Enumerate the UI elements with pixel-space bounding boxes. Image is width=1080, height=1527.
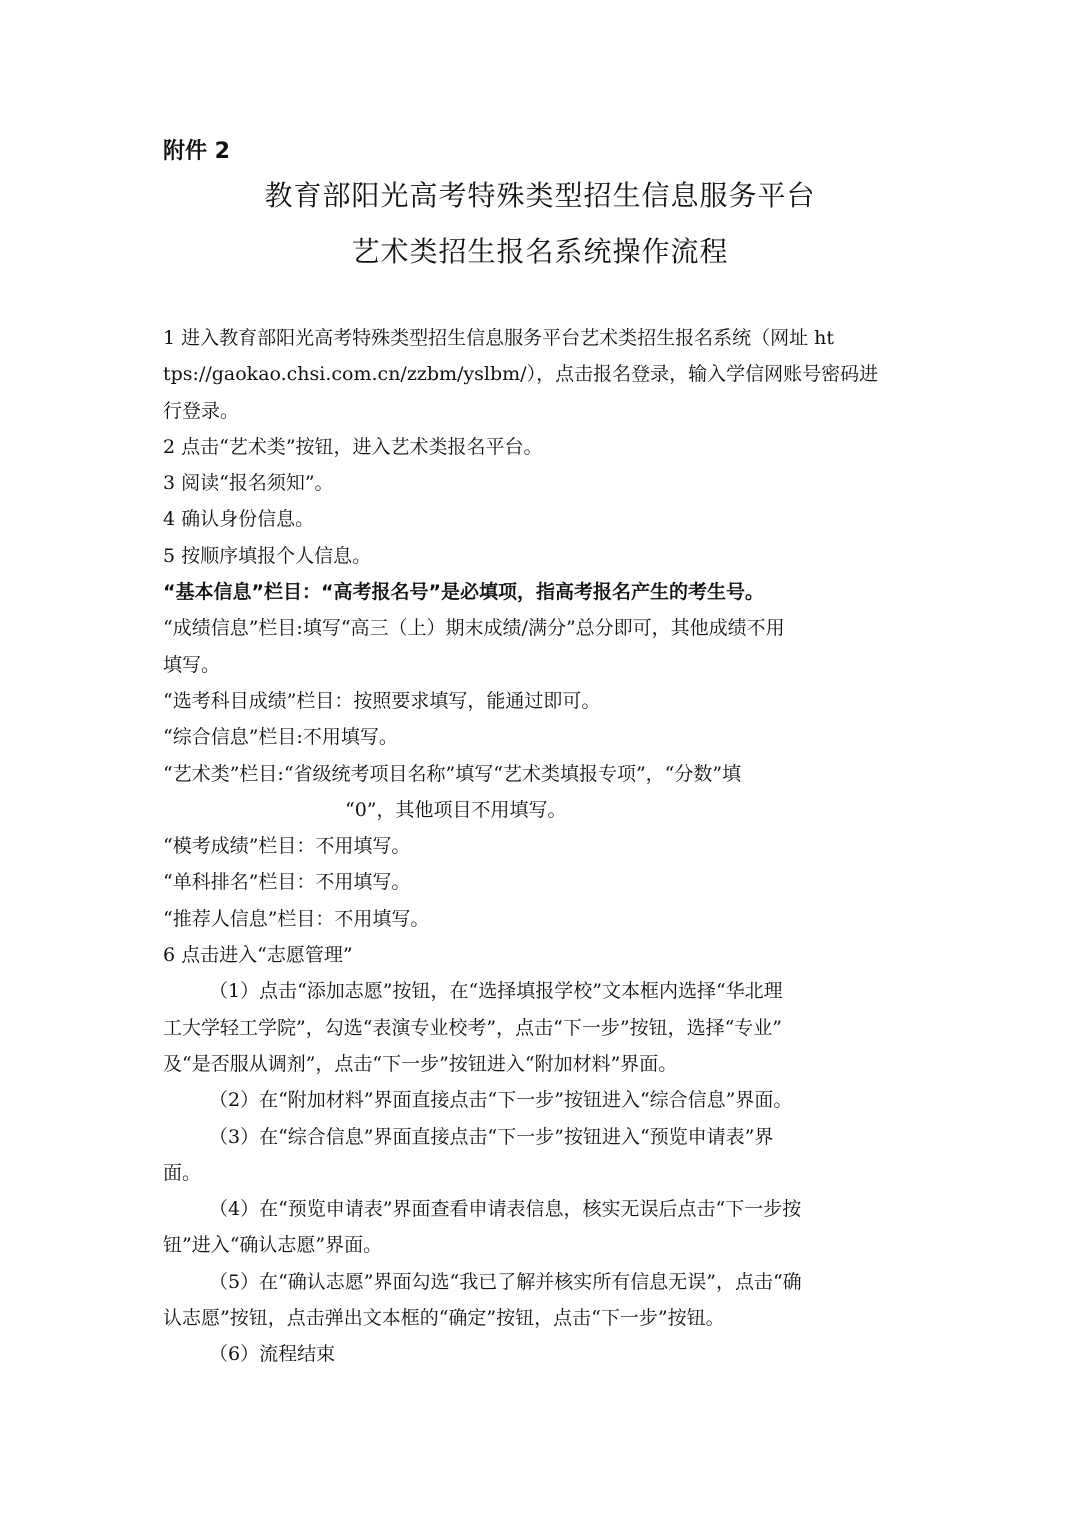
score-info-note-line2: 填写。 [163, 653, 221, 676]
art-category-note-line1: “艺术类”栏目:“省级统考项目名称”填写“艺术类填报专项”，“分数”填 [163, 762, 742, 785]
document-title-line1: 教育部阳光高考特殊类型招生信息服务平台 [264, 179, 816, 212]
elective-score-note: “选考科目成绩”栏目：按照要求填写，能通过即可。 [163, 689, 601, 712]
score-info-note-line1: “成绩信息”栏目:填写“高三（上）期末成绩/满分”总分即可，其他成绩不用 [163, 617, 785, 640]
art-category-note-line2: “0”，其他项目不用填写。 [345, 798, 567, 821]
subject-rank-note: “单科排名”栏目：不用填写。 [163, 871, 411, 894]
step3-line: 3 阅读“报名须知”。 [163, 472, 334, 495]
substep1-line1: （1）点击“添加志愿”按钮，在“选择填报学校”文本框内选择“华北理 [209, 980, 783, 1003]
step1-line1: 1 进入教育部阳光高考特殊类型招生信息服务平台艺术类招生报名系统（网址 ht [163, 327, 835, 349]
substep6-line: （6）流程结束 [209, 1343, 336, 1366]
step6-line: 6 点击进入“志愿管理” [163, 944, 353, 967]
substep3-line1: （3）在“综合信息”界面直接点击“下一步”按钮进入“预览申请表”界 [209, 1125, 774, 1148]
step1-line3: 行登录。 [163, 399, 240, 422]
document-body [163, 320, 923, 1373]
step5-line: 5 按顺序填报个人信息。 [163, 544, 372, 567]
mock-exam-note: “模考成绩”栏目：不用填写。 [163, 835, 411, 858]
substep3-line2: 面。 [163, 1161, 202, 1184]
substep2-line: （2）在“附加材料”界面直接点击“下一步”按钮进入“综合信息”界面。 [209, 1089, 793, 1112]
recommender-note: “推荐人信息”栏目：不用填写。 [163, 907, 430, 930]
step4-line: 4 确认身份信息。 [163, 508, 315, 531]
substep5-line1: （5）在“确认志愿”界面勾选“我已了解并核实所有信息无误”，点击“确 [209, 1270, 802, 1293]
comprehensive-info-note: “综合信息”栏目:不用填写。 [163, 726, 398, 749]
substep4-line2: 钮”进入“确认志愿”界面。 [163, 1234, 383, 1257]
basic-info-note: “基本信息”栏目：“高考报名号”是必填项，指高考报名产生的考生号。 [163, 581, 764, 604]
substep4-line1: （4）在“预览申请表”界面查看申请表信息，核实无误后点击“下一步按 [209, 1198, 802, 1221]
substep5-line2: 认志愿”按钮，点击弹出文本框的“确定”按钮，点击“下一步”按钮。 [163, 1307, 725, 1330]
attachment-label: 附件 2 [163, 139, 230, 164]
substep1-line3: 及“是否服从调剂”，点击“下一步”按钮进入“附加材料”界面。 [163, 1052, 678, 1075]
substep1-line2: 工大学轻工学院”，勾选“表演专业校考”，点击“下一步”按钮，选择“专业” [163, 1016, 782, 1039]
step2-line: 2 点击“艺术类”按钮，进入艺术类报名平台。 [163, 435, 543, 458]
step1-line2: tps://gaokao.chsi.com.cn/zzbm/yslbm/），点击报名登录，输入学信网账号密码进 [163, 363, 879, 386]
document-title-line2: 艺术类招生报名系统操作流程 [351, 235, 729, 268]
